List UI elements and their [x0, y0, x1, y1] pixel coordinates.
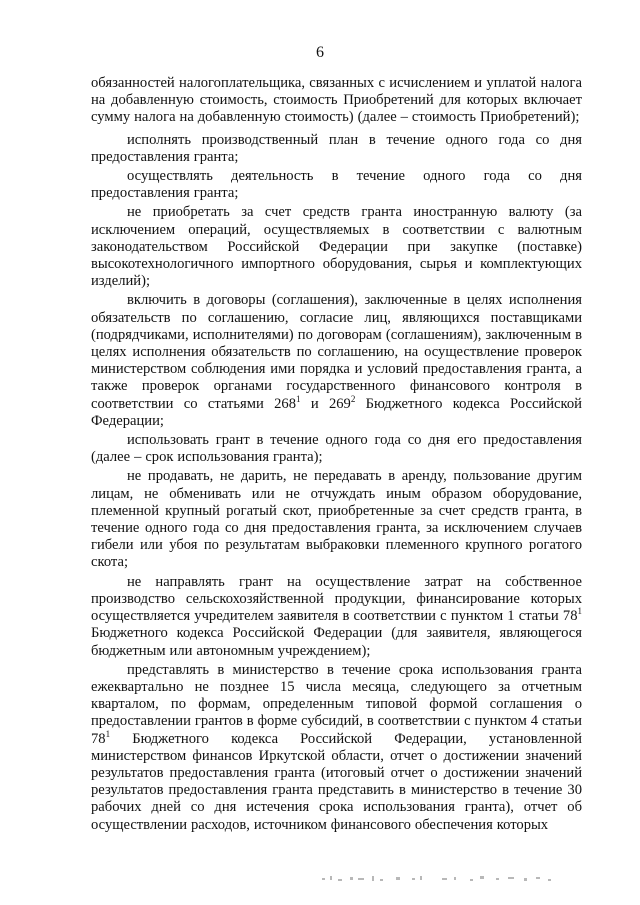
paragraph: [91, 662, 582, 834]
text-run: представлять в министерство в течение срока использования гранта ежеквартально не позднее 15 числа месяца, следующего за отчетным кварталом, по формам, определенным типовой формой соглашения о предоставлении грантов в форме субсидий, в соответствии с пунктом 4 статьи 78: [91, 661, 582, 747]
text-run: Бюджетного кодекса Российской Федерации;: [91, 395, 582, 429]
paragraph: [91, 75, 582, 127]
document-body: [91, 75, 582, 836]
scan-noise-mark: [320, 872, 560, 886]
paragraph: [91, 292, 582, 430]
paragraph: [91, 574, 582, 660]
text-run: исполнять производственный план в течение одного года со дня предоставления гранта;: [91, 131, 582, 165]
text-run: обязанностей налогоплательщика, связанных с исчислением и уплатой налога на добавленную стоимость, стоимость Приобретений для которых включает сумму налога на добавленную стоимость) (далее – стоимость Приобретений);: [91, 75, 582, 126]
superscript: 1: [105, 728, 111, 739]
page-number: 6: [316, 44, 324, 61]
text-run: не приобретать за счет средств гранта иностранную валюту (за исключением операций, осуществляемых в соответствии с валютным законодательством Российской Федерации при закупке (поставке) высокотехнологичного импортного оборудования, сырья и комплектующих изделий);: [91, 204, 582, 290]
text-run: Бюджетного кодекса Российской Федерации, установленной министерством финансов Иркутской области, отчет о достижении значений результатов предоставления гранта (итоговый отчет о достижении значений результатов предоставления гранта представить в министерство в течение 30 рабочих дней со дня истечения срока использования гранта), отчет об осуществлении расходов, источником финансового обеспечения которых: [91, 730, 582, 833]
text-run: включить в договоры (соглашения), заключенные в целях исполнения обязательств по соглашению, согласие лиц, являющихся поставщиками (подрядчиками, исполнителями) по договорам (соглашениям), заключенным в целях исполнения обязательств по соглашению, на осуществление проверок министерством соблюдения ими порядка и условий предоставления гранта, а также проверок органами государственного финансового контроля в соответствии со статьями 268: [91, 292, 582, 412]
text-run: осуществлять деятельность в течение одного года со дня предоставления гранта;: [91, 168, 582, 202]
paragraph: [91, 432, 582, 466]
text-run: Бюджетного кодекса Российской Федерации (для заявителя, являющегося бюджетным или автономным учреждением);: [91, 625, 582, 659]
paragraph: [91, 132, 582, 166]
text-run: использовать грант в течение одного года со дня его предоставления (далее – срок использования гранта);: [91, 432, 582, 466]
superscript: 1: [577, 606, 582, 617]
paragraph: [91, 204, 582, 290]
text-run: и 269: [300, 395, 351, 412]
text-run: не продавать, не дарить, не передавать в аренду, пользование другим лицам, не обменивать или не отчуждать иным образом оборудование, племенной крупный рогатый скот, приобретенные за счет средств гранта, в течение одного года со дня предоставления гранта, за исключением случаев гибели или убоя по результатам выбраковки племенного крупного рогатого скота;: [91, 468, 582, 571]
text-run: не направлять грант на осуществление затрат на собственное производство сельскохозяйственной продукции, финансирование которых осуществляется учредителем заявителя в соответствии с пунктом 1 статьи 78: [91, 573, 582, 625]
paragraph: [91, 468, 582, 571]
superscript: 2: [350, 393, 356, 404]
paragraph: [91, 168, 582, 202]
superscript: 1: [296, 393, 301, 404]
